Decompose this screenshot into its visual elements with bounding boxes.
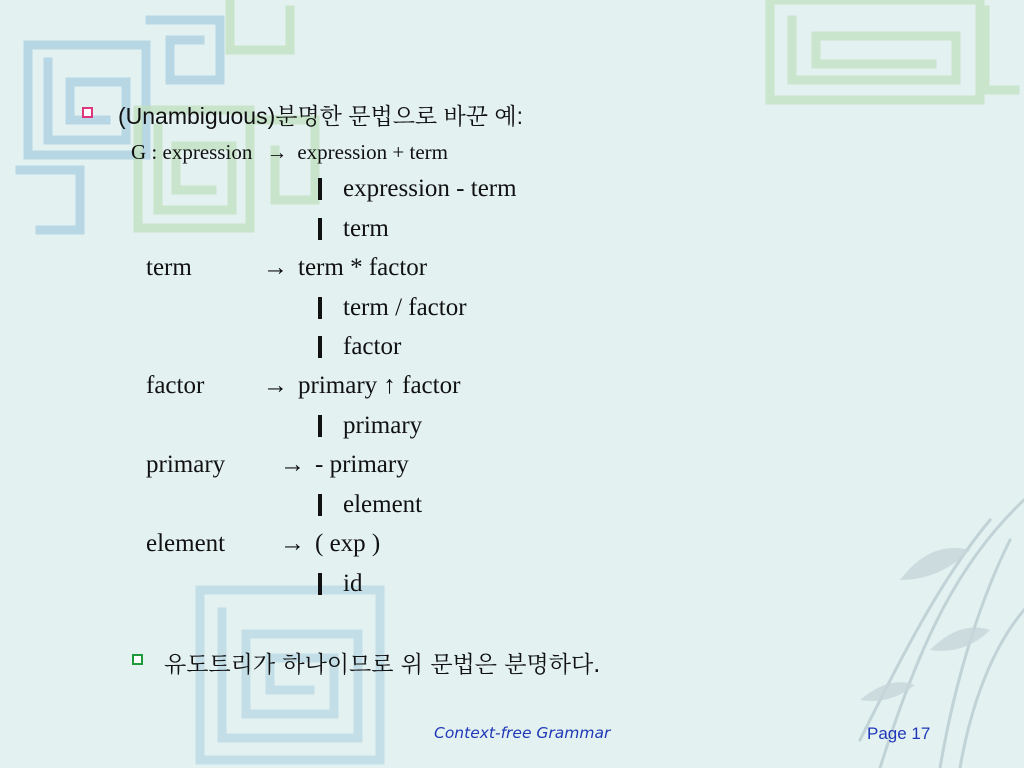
arrow-icon: →: [280, 530, 305, 557]
grammar-rule-rhs: id: [343, 570, 363, 597]
square-bullet-icon: [82, 107, 93, 118]
alternative-bar: [318, 415, 322, 437]
arrow-icon: →: [263, 254, 288, 281]
grammar-rule-lhs: primary: [146, 451, 226, 478]
grammar-rule-rhs: expression + term: [297, 140, 448, 164]
grammar-label: G : expression: [131, 140, 253, 164]
grammar-rule-rhs: expression - term: [343, 175, 517, 202]
grammar-rule-rhs: element: [343, 491, 423, 518]
grammar-rule-rhs: - primary: [315, 451, 409, 478]
grammar-rule-rhs: ( exp ): [315, 530, 381, 557]
grammar-first-line: [131, 140, 448, 165]
arrow-icon: →: [266, 140, 288, 164]
grammar-rule-lhs: factor: [146, 372, 205, 399]
arrow-icon: →: [263, 372, 288, 399]
grammar-rule-rhs: term / factor: [343, 294, 467, 321]
page-number: Page 17: [867, 724, 931, 743]
arrow-icon: →: [280, 451, 305, 478]
grammar-rule-rhs: primary ↑ factor: [298, 372, 461, 399]
alternative-bar: [318, 494, 322, 516]
alternative-bar: [318, 218, 322, 240]
grammar-rule-lhs: term: [146, 254, 192, 281]
grammar-rule-rhs: term: [343, 215, 389, 242]
grammar-rule-rhs: term * factor: [298, 254, 428, 281]
alternative-bar: [318, 336, 322, 358]
grammar-rule-rhs: primary: [343, 412, 423, 439]
grammar-rule-lhs: element: [146, 530, 226, 557]
alternative-bar: [318, 297, 322, 319]
footer-title: Context-free Grammar: [434, 724, 611, 742]
alternative-bar: [318, 178, 322, 200]
slide-heading: (Unambiguous)분명한 문법으로 바꾼 예:: [118, 103, 523, 129]
grammar-rule-rhs: factor: [343, 333, 402, 360]
square-bullet-icon: [132, 654, 143, 665]
conclusion-note: 유도트리가 하나이므로 위 문법은 분명하다.: [164, 652, 601, 678]
alternative-bar: [318, 573, 322, 595]
